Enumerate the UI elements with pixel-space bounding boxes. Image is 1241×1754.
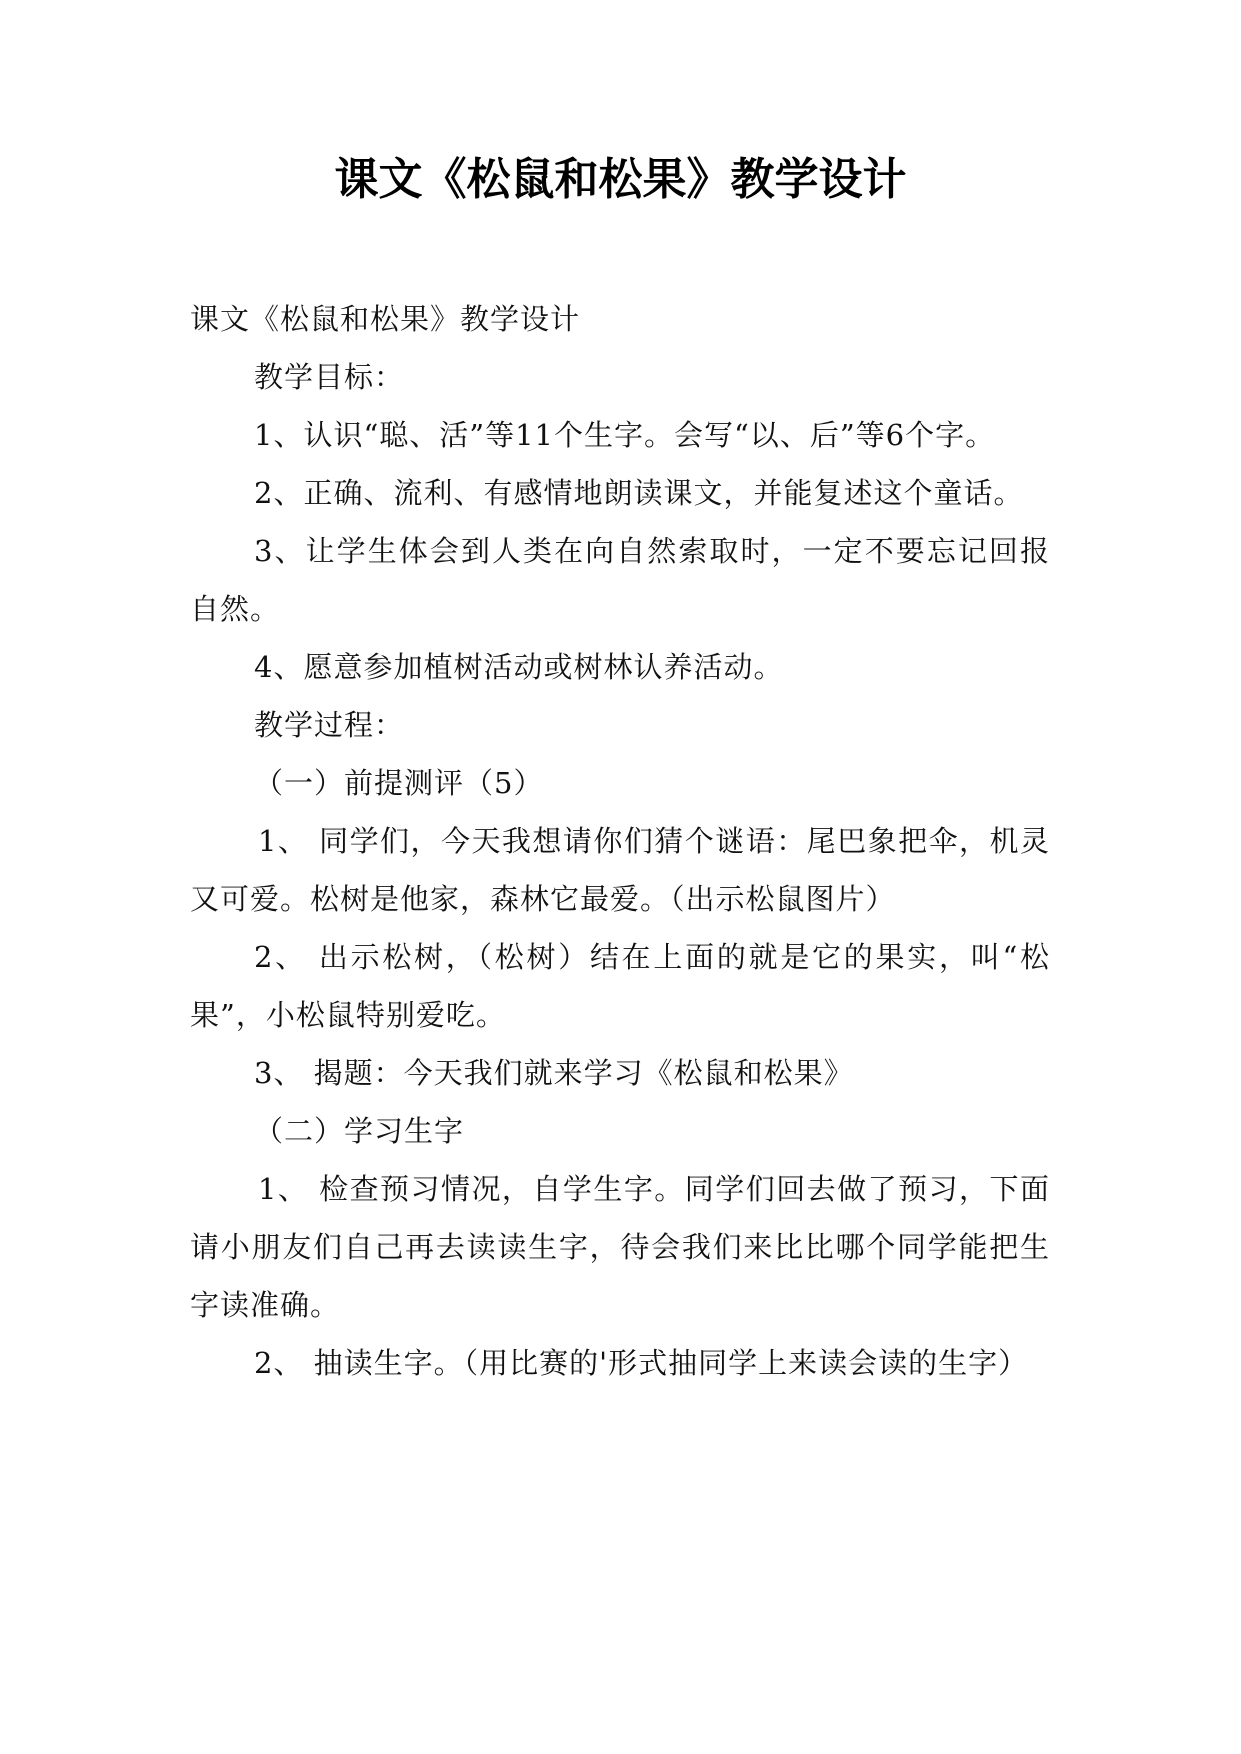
goal-item-4: 4、愿意参加植树活动或树林认养活动。 (254, 650, 784, 684)
goal-item-3: 3、让学生体会到人类在向自然索取时，一定不要忘记回报自然。 (190, 534, 1050, 626)
document-body (190, 290, 1050, 1392)
subsection-heading-1: （一）前提测评（5） (254, 766, 544, 800)
section-heading-goals: 教学目标： (254, 360, 405, 394)
process-item-3: 3、 揭题：今天我们就来学习《松鼠和松果》 (254, 1056, 854, 1090)
subsection-heading-2: （二）学习生字 (254, 1114, 465, 1148)
document-title: 课文《松鼠和松果》教学设计 (334, 154, 907, 205)
goal-item-1: 1、认识“聪、活”等11个生字。会写“以、后”等6个字。 (254, 418, 996, 452)
goal-item-2: 2、正确、流利、有感情地朗读课文，并能复述这个童话。 (254, 476, 1024, 510)
process-item-2: 2、 出示松树，（松树）结在上面的就是它的果实，叫“松果”，小松鼠特别爱吃。 (190, 940, 1050, 1032)
process-item-4: 1、 检查预习情况，自学生字。同学们回去做了预习，下面请小朋友们自己再去读读生字，待会我们来比比哪个同学能把生字读准确。 (190, 1172, 1050, 1322)
process-item-1: 1、 同学们，今天我想请你们猜个谜语：尾巴象把伞，机灵又可爱。松树是他家，森林它最爱。（出示松鼠图片） (190, 824, 1050, 916)
process-item-5: 2、 抽读生字。（用比赛的'形式抽同学上来读会读的生字） (254, 1346, 1029, 1380)
section-heading-process: 教学过程： (254, 708, 405, 742)
subtitle-paragraph: 课文《松鼠和松果》教学设计 (190, 302, 581, 336)
